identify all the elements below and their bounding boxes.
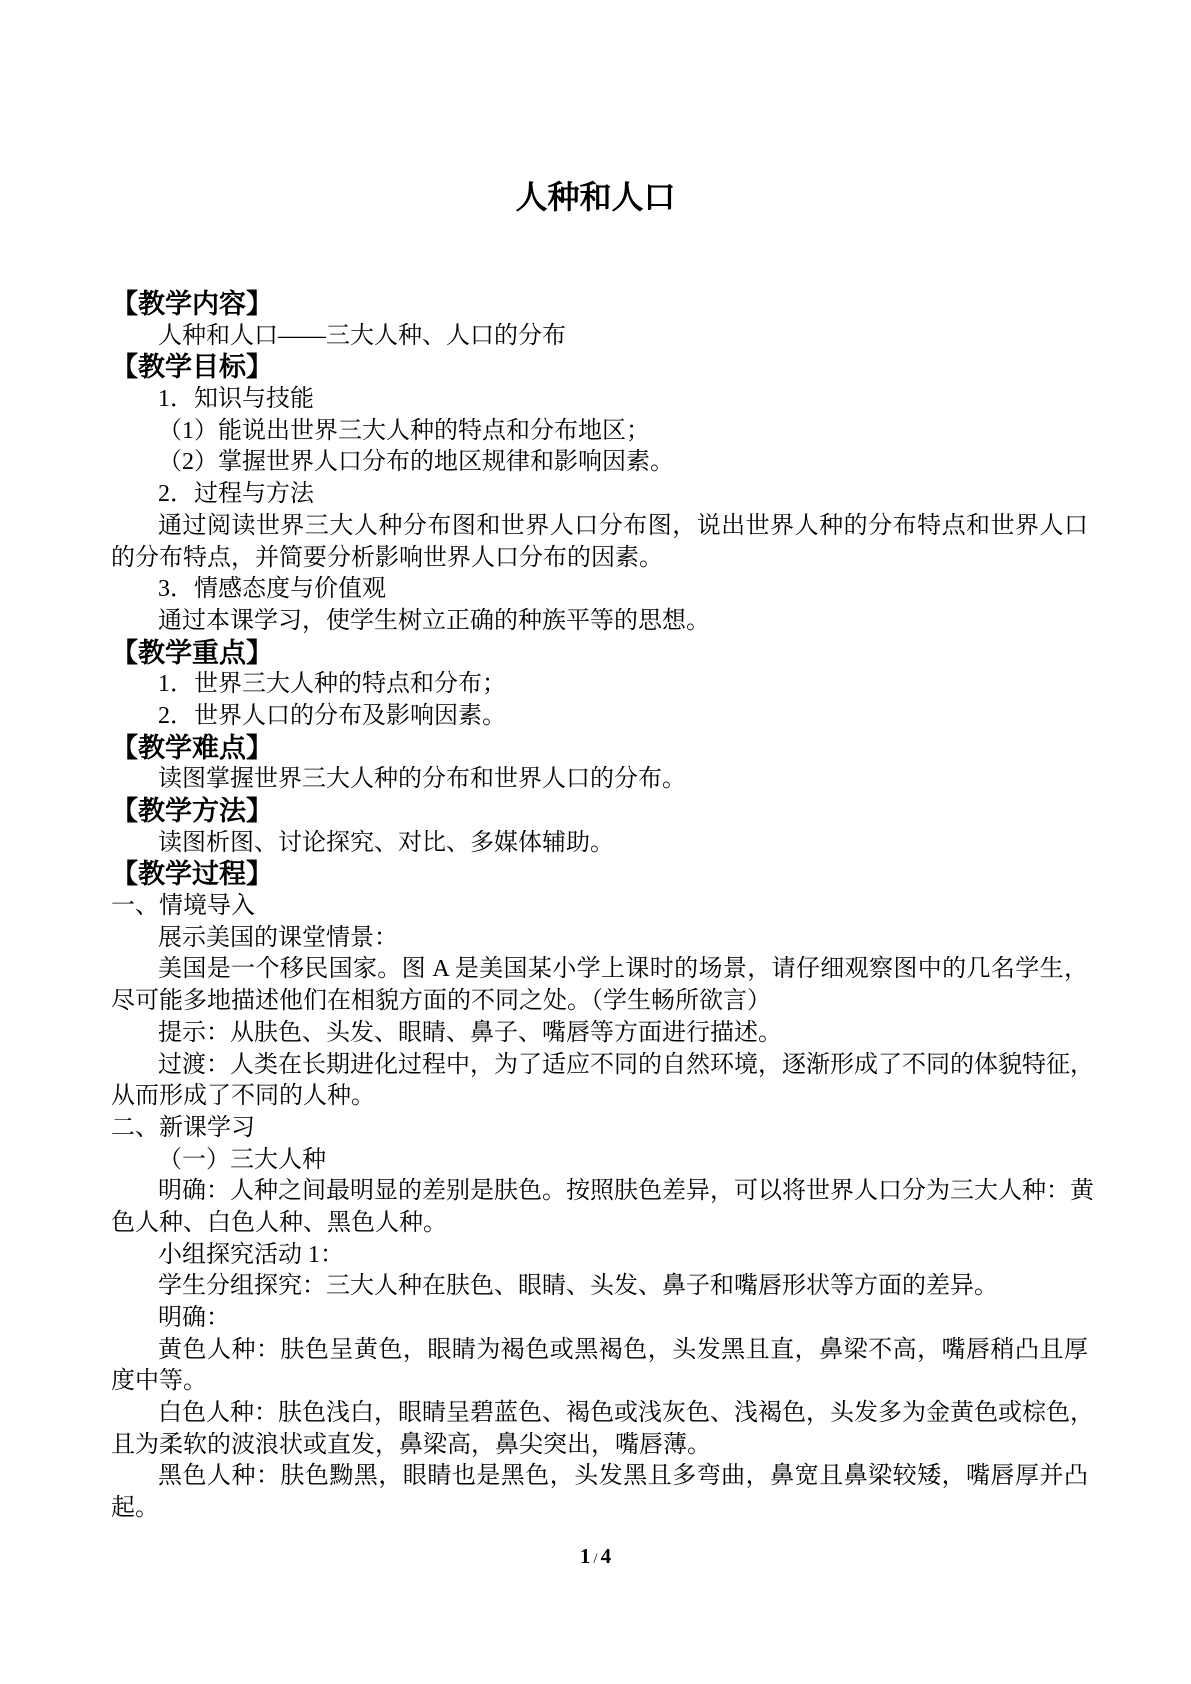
- subheading-line: 1．知识与技能: [158, 386, 314, 413]
- text-line: 明确：人种之间最明显的差别是肤色。按照肤色差异，可以将世界人口分为三大人种：黄: [158, 1178, 1094, 1205]
- text-line: 过渡：人类在长期进化过程中，为了适应不同的自然环境，逐渐形成了不同的体貌特征，: [158, 1051, 1094, 1078]
- list-item: （2）掌握世界人口分布的地区规律和影响因素。: [158, 449, 674, 476]
- text-line: 黑色人种：肤色黝黑，眼睛也是黑色，头发黑且多弯曲，鼻宽且鼻梁较矮，嘴唇厚并凸: [158, 1463, 1088, 1490]
- page-number: [0, 1541, 1191, 1574]
- subheading-line: （一）三大人种: [158, 1146, 326, 1173]
- text-line: 通过本课学习，使学生树立正确的种族平等的思想。: [158, 607, 710, 634]
- text-line: 白色人种：肤色浅白，眼睛呈碧蓝色、褐色或浅灰色、浅褐色，头发多为金黄色或棕色，: [158, 1400, 1094, 1427]
- section-heading: 【教学过程】: [111, 859, 273, 890]
- document-body: [111, 289, 1094, 1525]
- section-heading: 【教学目标】: [111, 352, 273, 383]
- page-number-separator: /: [593, 1551, 598, 1567]
- section-key-points: [111, 638, 1088, 733]
- section-difficult-points: [111, 733, 1088, 796]
- section-heading: 【教学方法】: [111, 796, 273, 826]
- section-heading: 【教学难点】: [111, 732, 273, 763]
- text-line: 展示美国的课堂情景：: [158, 924, 398, 951]
- list-item: 1．世界三大人种的特点和分布；: [158, 671, 506, 698]
- text-line: 小组探究活动 1：: [158, 1241, 344, 1268]
- page-number-total: 4: [600, 1544, 612, 1568]
- subheading-line: 3．情感态度与价值观: [158, 576, 386, 603]
- list-item: 2．世界人口的分布及影响因素。: [158, 702, 506, 729]
- text-line: 读图析图、讨论探究、对比、多媒体辅助。: [158, 829, 614, 856]
- text-line: 美国是一个移民国家。图 A 是美国某小学上课时的场景，请仔细观察图中的几名学生，: [158, 956, 1088, 983]
- text-line: 学生分组探究：三大人种在肤色、眼睛、头发、鼻子和嘴唇形状等方面的差异。: [158, 1273, 998, 1300]
- text-line: 尽可能多地描述他们在相貌方面的不同之处。（学生畅所欲言）: [111, 988, 771, 1015]
- text-line: 从而形成了不同的人种。: [111, 1083, 375, 1110]
- section-teaching-goals: [111, 352, 1088, 637]
- section-teaching-content: [111, 289, 1088, 352]
- section-heading: 【教学内容】: [111, 289, 273, 319]
- text-line: 且为柔软的波浪状或直发，鼻梁高，鼻尖突出，嘴唇薄。: [111, 1431, 711, 1458]
- text-line: 提示：从肤色、头发、眼睛、鼻子、嘴唇等方面进行描述。: [158, 1019, 782, 1046]
- subheading-line: 2．过程与方法: [158, 481, 314, 508]
- text-line: 色人种、白色人种、黑色人种。: [111, 1209, 447, 1236]
- text-line: 人种和人口——三大人种、人口的分布: [158, 322, 566, 349]
- text-line: 明确：: [158, 1305, 230, 1331]
- page-number-current: 1: [579, 1544, 591, 1568]
- text-line: 黄色人种：肤色呈黄色，眼睛为褐色或黑褐色，头发黑且直，鼻梁不高，嘴唇稍凸且厚: [158, 1336, 1088, 1363]
- text-line: 起。: [111, 1495, 159, 1522]
- section-teaching-methods: [111, 796, 1088, 859]
- text-line: 通过阅读世界三大人种分布图和世界人口分布图，说出世界人种的分布特点和世界人口: [158, 512, 1088, 539]
- subheading-line: 二、新课学习: [111, 1114, 255, 1141]
- section-heading: 【教学重点】: [111, 637, 273, 668]
- subheading-line: 一、情境导入: [111, 893, 255, 920]
- text-line: 的分布特点，并简要分析影响世界人口分布的因素。: [111, 544, 663, 571]
- document-title: 人种和人口: [515, 179, 676, 215]
- section-teaching-process: [111, 859, 1094, 1524]
- text-line: 读图掌握世界三大人种的分布和世界人口的分布。: [158, 766, 686, 793]
- list-item: （1）能说出世界三大人种的特点和分布地区；: [158, 417, 650, 444]
- text-line: 度中等。: [111, 1368, 207, 1395]
